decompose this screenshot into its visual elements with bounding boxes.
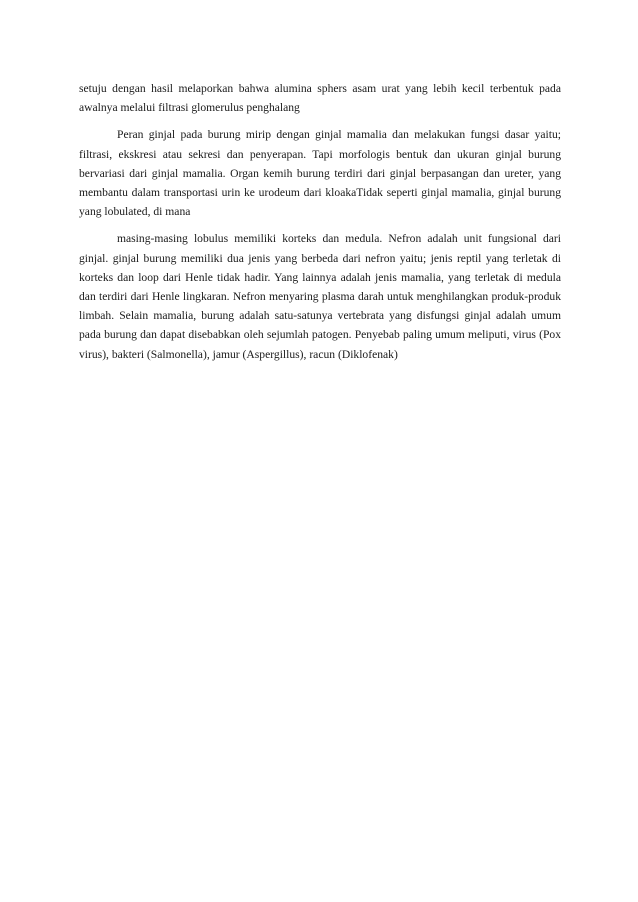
paragraph-spacer	[79, 117, 561, 125]
paragraph-spacer	[79, 221, 561, 229]
document-body	[79, 79, 561, 364]
paragraph-3: masing-masing lobulus memiliki korteks dan medula. Nefron adalah unit fungsional dari ginjal. ginjal burung memiliki dua jenis yang berbeda dari nefron yaitu; jenis reptil yang terletak di korteks dan loop dari Henle tidak hadir. Yang lainnya adalah jenis mamalia, yang terletak di medula dan terdiri dari Henle lingkaran. Nefron menyaring plasma darah untuk menghilangkan produk-produk limbah. Selain mamalia, burung adalah satu-satunya vertebrata yang disfungsi ginjal adalah umum pada burung dan dapat disebabkan oleh sejumlah patogen. Penyebab paling umum meliputi, virus (Pox virus), bakteri (Salmonella), jamur (Aspergillus), racun (Diklofenak)	[79, 232, 561, 361]
paragraph-2: Peran ginjal pada burung mirip dengan ginjal mamalia dan melakukan fungsi dasar yaitu; filtrasi, ekskresi atau sekresi dan penyerapan. Tapi morfologis bentuk dan ukuran ginjal burung bervariasi dari ginjal mamalia. Organ kemih burung terdiri dari ginjal berpasangan dan ureter, yang membantu dalam transportasi urin ke urodeum dari kloakaTidak seperti ginjal mamalia, ginjal burung yang lobulated, di mana	[79, 128, 561, 219]
paragraph-1: setuju dengan hasil melaporkan bahwa alumina sphers asam urat yang lebih kecil terbentuk pada awalnya melalui filtrasi glomerulus penghalang	[79, 82, 561, 115]
